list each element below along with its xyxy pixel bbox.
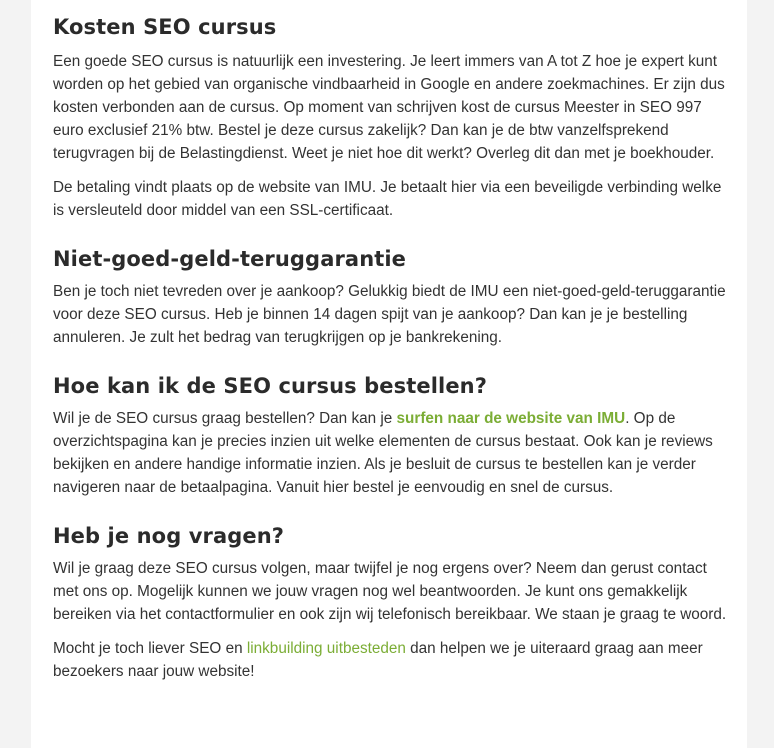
paragraph-uitbesteden-text-end: dan helpen we je uiteraard graag aan meer bezoekers naar jouw website! (53, 640, 703, 680)
paragraph-uitbesteden (53, 637, 733, 683)
paragraph-kosten-2: De betaling vindt plaats op de website van IMU. Je betaalt hier via een beveiligde verbinding welke is versleuteld door middel van een SSL-certificaat. (53, 179, 722, 219)
article-page (31, 0, 747, 748)
paragraph-bestellen-text-end: . Op de overzichtspagina kan je precies inzien uit welke elementen de cursus bestaat. Ook kan je reviews bekijken en andere handige informatie inzien. Als je besluit de cursus te bestellen kan je verder navigeren naar de betaalpagina. Vanuit hier bestel je eenvoudig en snel de cursus. (53, 410, 713, 496)
article-content (53, 0, 733, 683)
paragraph-bestellen-text-start: Wil je de SEO cursus graag bestellen? Dan kan je (53, 410, 397, 427)
paragraph-vragen: Wil je graag deze SEO cursus volgen, maar twijfel je nog ergens over? Neem dan gerust contact met ons op. Mogelijk kunnen we jouw vragen nog wel beantwoorden. Je kunt ons gemakkelijk bereiken via het contactformulier en ook zijn wij telefonisch bereikbaar. We staan je graag te woord. (53, 560, 727, 623)
heading-niet-goed-geld-teruggarantie: Niet-goed-geld-teruggarantie (53, 247, 407, 271)
paragraph-kosten-1: Een goede SEO cursus is natuurlijk een investering. Je leert immers van A tot Z hoe je expert kunt worden op het gebied van organische vindbaarheid in Google en andere zoekmachines. Er zijn dus kosten verbonden aan de cursus. Op moment van schrijven kost de cursus Meester in SEO 997 euro exclusief 21% btw. Bestel je deze cursus zakelijk? Dan kan je de btw vanzelfsprekend terugvragen bij de Belastingdienst. Weet je niet hoe dit werkt? Overleg dit dan met je boekhouder. (53, 53, 725, 162)
heading-kosten-seo-cursus: Kosten SEO cursus (53, 15, 277, 39)
heading-vragen: Heb je nog vragen? (53, 524, 285, 548)
linkbuilding-uitbesteden-link[interactable]: linkbuilding uitbesteden (246, 640, 406, 657)
heading-hoe-bestellen: Hoe kan ik de SEO cursus bestellen? (53, 374, 487, 398)
paragraph-garantie: Ben je toch niet tevreden over je aankoop? Gelukkig biedt de IMU een niet-goed-geld-teruggarantie voor deze SEO cursus. Heb je binnen 14 dagen spijt van je aankoop? Dan kan je je bestelling annuleren. Je zult het bedrag van terugkrijgen op je bankrekening. (53, 283, 726, 346)
paragraph-uitbesteden-text-start: Mocht je toch liever SEO en (53, 640, 247, 657)
imu-website-link[interactable]: surfen naar de website van IMU (396, 410, 626, 427)
paragraph-bestellen (53, 407, 733, 499)
